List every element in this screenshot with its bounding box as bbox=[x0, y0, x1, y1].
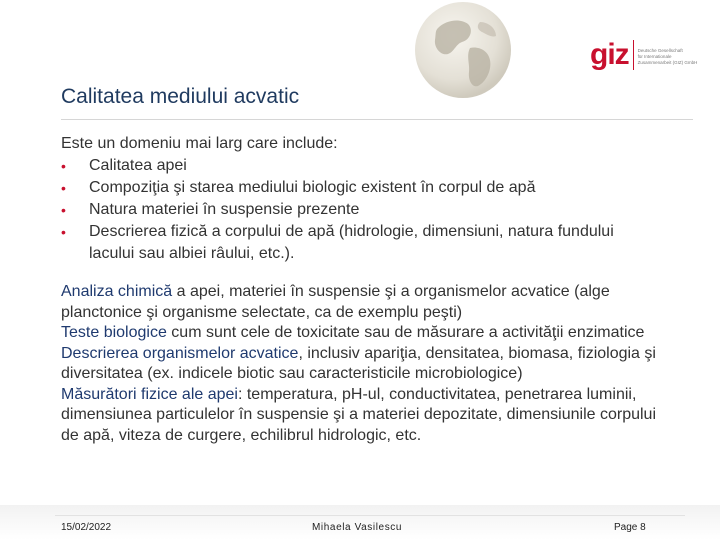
footer-author: Mihaela Vasilescu bbox=[312, 522, 403, 533]
bullet-item bbox=[61, 155, 661, 177]
bullet-glyph: • bbox=[61, 224, 66, 240]
globe-image bbox=[408, 0, 518, 110]
paragraph-text: , inclusiv apariţia, densitatea, biomasa, fiziologia şi diversitatea (ex. indicele biotic sau caracteristicile microbiologice) bbox=[61, 344, 656, 382]
body-section bbox=[61, 282, 661, 446]
logo-mark: giz bbox=[590, 40, 634, 70]
paragraph-heading: Măsurători fizice ale apei bbox=[61, 385, 238, 403]
paragraph-text: cum sunt cele de toxicitate sau de măsurare a activităţii enzimatice bbox=[166, 324, 645, 341]
paragraph-heading: Analiza chimică bbox=[61, 283, 173, 300]
paragraph-text: : temperatura, pH-ul, conductivitatea, penetrarea luminii, dimensiunea particulelor în suspensie şi a materiei depozitate, dimensiunile corpului de apă, viteza de curgere, echilibrul hidrologic, etc. bbox=[61, 385, 656, 444]
bullet-text: Descrierea fizică a corpului de apă (hidrologie, dimensiuni, natura fundului lacului sau albiei râului, etc.). bbox=[89, 223, 614, 262]
bullet-item bbox=[61, 221, 661, 265]
bullet-glyph: • bbox=[61, 158, 66, 174]
slide-title: Calitatea mediului acvatic bbox=[61, 85, 300, 108]
title-divider bbox=[61, 119, 693, 120]
paragraph-heading: Descrierea organismelor acvatice bbox=[61, 344, 299, 362]
paragraph-physical-measurements bbox=[61, 385, 661, 447]
paragraph-biological-tests bbox=[61, 323, 661, 344]
intro-section bbox=[61, 133, 661, 265]
bullet-text: Calitatea apei bbox=[89, 157, 187, 174]
bullet-glyph: • bbox=[61, 202, 66, 218]
footer-date: 15/02/2022 bbox=[61, 522, 112, 533]
giz-logo bbox=[590, 40, 700, 80]
logo-tagline: Deutsche Gesellschaft für Internationale Zusammenarbeit (GIZ) GmbH bbox=[637, 48, 698, 65]
bullet-item bbox=[61, 199, 661, 221]
intro-text: Este un domeniu mai larg care include: bbox=[61, 135, 338, 152]
paragraph-chemical-analysis bbox=[61, 282, 661, 323]
bullet-item bbox=[61, 177, 661, 199]
paragraph-organisms bbox=[61, 344, 661, 385]
paragraph-heading: Teste biologice bbox=[61, 324, 167, 341]
paragraph-text: a apei, materiei în suspensie şi a organismelor acvatice (alge planctonice şi organisme selectate, ca de exemplu peşti) bbox=[61, 283, 610, 321]
bullet-text: Compoziţia şi starea mediului biologic existent în corpul de apă bbox=[89, 179, 536, 196]
bullet-text: Natura materiei în suspensie prezente bbox=[89, 201, 360, 218]
bullet-glyph: • bbox=[61, 180, 66, 196]
footer-page-number: Page 8 bbox=[614, 522, 646, 533]
bullet-list bbox=[61, 155, 661, 265]
footer-divider bbox=[55, 515, 685, 516]
